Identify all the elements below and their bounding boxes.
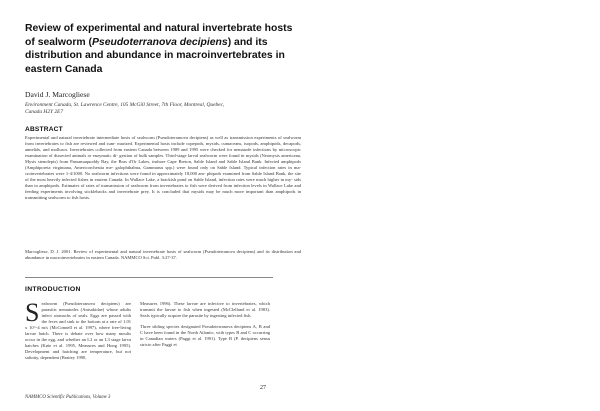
- abstract-line: transmitting sealworm to fish hosts.: [25, 194, 91, 200]
- intro-right-paragraph: Measures 1996). These larvae are infective to invertebrates, which transmit the larvae to fish when ingested (McClelland et al. 1983). Seals typically acquire the parasite by ingesting infected fish.: [140, 301, 270, 319]
- paper-title: [25, 22, 295, 76]
- abstract-heading: ABSTRACT: [25, 126, 63, 133]
- page-number: 27: [260, 385, 266, 391]
- abstract-line: were derived from infection levels in Wallace Lake and feeding experiments involving sticklebacks: [25, 182, 301, 194]
- abstract-line: annelids, and molluscs. Invertebrates collected from eastern Canada between 1989 and 1995 were: [25, 146, 209, 152]
- author-name: David J. Marcogliese: [25, 90, 90, 99]
- abstract-line: as well as transmission experiments of sealworm from invertebrates to fish are reviewed and sum-: [25, 135, 301, 146]
- intro-column-left: [25, 298, 131, 361]
- abstract-line: gestion of bulk samples. Third-stage larval sealworm were found in mysids (Neomysis americana,: [119, 152, 301, 158]
- journal-footer: NAMMCO Scientific Publications, Volume 3: [25, 395, 111, 400]
- abstract-line: checked for nematode infections by microscopic examination of dissected animals or enzymatic di-: [25, 146, 301, 158]
- abstract-body: [25, 135, 301, 200]
- abstract-line: Mysis stenolepis) from Passamaquoddy Bay, the Bras d'Or Lakes, inshore Cape Breton, Sable: [25, 158, 204, 164]
- title-species-name: Pseudoterranova decipiens: [91, 36, 228, 48]
- abstract-line: sids than in amphipods. Estimates of rates of transmission of sealworm from invertebrates to fish: [25, 176, 302, 188]
- author-affiliation: Environment Canada, St. Lawrence Centre, 105 McGill Street, 7th Floor, Montreal, Quebec, Canada H2Y 2E7: [25, 102, 225, 115]
- section-divider: [25, 277, 273, 278]
- abstract-line: Island and Sable Island Bank. Infected amphipods (Amphiporeia virginiana, Americorchestia me-: [25, 158, 301, 170]
- citation-text: Marcogliese, D. J. 2001. Review of experimental and natural invertebrate hosts of sealworm (Pseudoterranova decipiens) and its distribution and abundance in macroinvertebrates in eastern Canada. NAMMCO Sci. Publ. 3:27-37.: [25, 249, 301, 260]
- abstract-line: Canada. In Wallace Lake, a brackish pond on Sable Island, infection rates were much higher in my-: [108, 176, 293, 182]
- abstract-line: phipods examined from Sable Island Bank, the site of the most heavily infected fishes in eastern: [25, 170, 302, 182]
- introduction-heading: INTRODUCTION: [25, 286, 81, 293]
- abstract-line: Experimental and natural invertebrate intermediate hosts of sealworm (Pseudoterranova decipiens): [25, 135, 209, 140]
- abstract-line: marized. Experimental hosts include copepods, mysids, cumaceans, isopods, amphipods, decapods,: [117, 140, 301, 146]
- title-text-post: ) and its distribution and abundance in macroinvertebrates in eastern Canada: [25, 36, 285, 75]
- intro-column-right: [140, 301, 270, 353]
- title-text-pre: Review of experimental and natural invertebrate hosts of sealworm (: [25, 23, 293, 48]
- abstract-line: galophthalma, Gammarus spp.) were found only on Sable Island. Typical infection rates in ma-: [115, 164, 301, 170]
- abstract-line: and invertebrate prey. It is concluded that mysids may be much more important than amphipods in: [108, 188, 301, 194]
- abstract-line: croinvertebrates were 1-4/1000. No sealworm infections were found in approximately 18,000 am-: [25, 170, 206, 176]
- intro-right-paragraph: Three sibling species designated Pseudoterranova decipiens A, B and C have been found in the North Atlantic, with types B and C occurring in Canadian waters (Paggi et al. 1991). Type B (P. decipiens sensu stricto after Paggi et: [140, 324, 270, 348]
- drop-cap: S: [25, 298, 40, 327]
- intro-left-text: ealworm (Pseudoterranova decipiens) are parasitic nematodes (Anisakidae) whose adults infect stomachs of seals. Eggs are passed with the feces and sink to the bottom at a rate of 1.01 x 10^-4 m/s (McConnell et al. 1997), where free-living larvae hatch. There is debate over how many moults occur in the egg, and whether an L2 or an L3 stage larva hatches (Køie et al. 1995, Measures and Hong 1995). Development and hatching are temperature, but not salinity, dependent (Brattey 1990,: [25, 301, 131, 361]
